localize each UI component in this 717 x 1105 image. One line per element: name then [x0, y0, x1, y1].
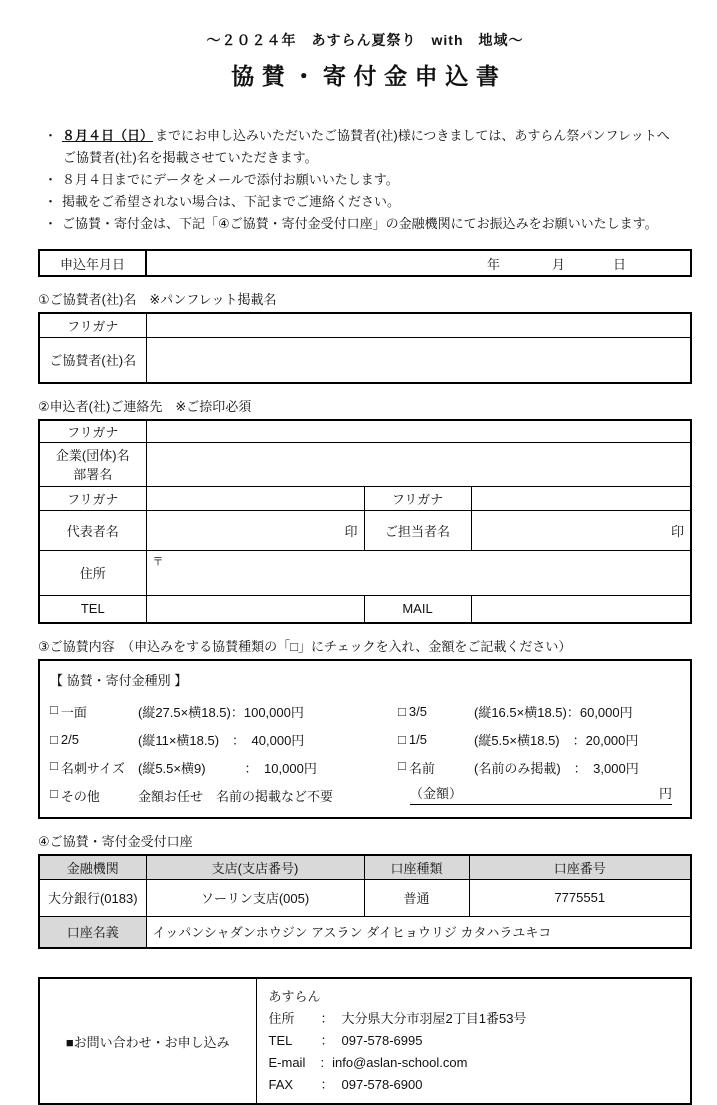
contact-value: 大分県大分市羽屋2丁目1番53号 — [341, 1011, 527, 1026]
option-label-group — [50, 702, 138, 721]
amount-blank[interactable] — [462, 784, 659, 804]
manager-label: ご担当者名 — [364, 510, 471, 550]
checkbox-icon[interactable]: □ — [398, 757, 406, 773]
sponsorship-box-title: 【 協賛・寄付金種別 】 — [50, 673, 188, 688]
page-title: 協賛・寄付金申込書 — [231, 63, 507, 89]
account-number: 7775551 — [469, 879, 691, 916]
option-label-group — [398, 704, 474, 719]
account-number-header: 口座番号 — [469, 855, 691, 879]
representative-label: 代表者名 — [39, 510, 146, 550]
furigana-label: フリガナ — [39, 486, 146, 510]
amount-field — [398, 784, 680, 807]
note-bullet: ・ — [44, 216, 58, 231]
company-name-label-line1: 企業(団体)名 — [55, 448, 130, 463]
sponsor-name-label: ご協賛者(社)名 — [39, 337, 146, 383]
note-text — [62, 125, 670, 147]
furigana-label: フリガナ — [39, 313, 146, 337]
sponsor-name-input[interactable] — [146, 337, 691, 383]
checkbox-icon[interactable]: □ — [50, 701, 58, 717]
option-label: 1/5 — [408, 731, 427, 747]
option-business-card — [50, 758, 398, 777]
note-text: ８月４日までにデータをメールで添付お願いいたします。 — [62, 172, 399, 187]
representative-input[interactable] — [146, 510, 364, 550]
application-date-input[interactable] — [146, 250, 691, 276]
sponsorship-type-box — [38, 659, 692, 819]
option-desc: (縦27.5×横18.5)：100,000円 — [138, 704, 304, 720]
mail-input[interactable] — [471, 595, 691, 623]
furigana-label: フリガナ — [364, 486, 471, 510]
note-text: 掲載をご希望されない場合は、下記までご連絡ください。 — [62, 194, 401, 209]
address-input[interactable] — [146, 550, 691, 595]
amount-unit: 円 — [658, 785, 672, 801]
amount-label: （金額） — [410, 785, 463, 801]
option-desc: (縦11×横18.5) ： 40,000円 — [138, 732, 305, 748]
contact-key: TEL — [268, 1033, 293, 1048]
company-furigana-input[interactable] — [146, 420, 691, 442]
account-holder-label: 口座名義 — [39, 916, 146, 948]
company-name-label — [39, 442, 146, 486]
applicant-contact-table — [38, 419, 692, 624]
notes-list — [38, 125, 692, 235]
note-item-1 — [44, 125, 692, 147]
mail-label: MAIL — [364, 595, 471, 623]
manager-input[interactable] — [471, 510, 691, 550]
deadline-emphasis: ８月４日（日） — [62, 128, 154, 143]
tel-input[interactable] — [146, 595, 364, 623]
option-label: 名刺サイズ — [60, 760, 125, 776]
option-row — [50, 753, 680, 781]
option-1-5 — [398, 730, 680, 749]
option-label: 2/5 — [60, 731, 79, 747]
contact-label: ■お問い合わせ・お申し込み — [39, 978, 256, 1104]
application-date-label: 申込年月日 — [39, 250, 146, 276]
contact-separator: ： — [320, 1077, 334, 1092]
contact-box — [38, 977, 692, 1105]
application-date-table — [38, 249, 692, 277]
note-bullet: ・ — [44, 172, 58, 187]
contact-value: 097-578-6900 — [341, 1077, 423, 1092]
address-label: 住所 — [39, 550, 146, 595]
option-3-5 — [398, 702, 680, 721]
option-label: その他 — [60, 788, 100, 804]
checkbox-icon[interactable]: □ — [50, 785, 58, 801]
option-label-group — [50, 786, 138, 805]
option-other — [50, 786, 398, 805]
option-label-group — [398, 758, 474, 777]
company-name-input[interactable] — [146, 442, 691, 486]
contact-key: FAX — [268, 1077, 294, 1092]
year-label: 年 — [486, 256, 500, 272]
event-subtitle: ～２０２４年 あすらん夏祭り with 地域～ — [206, 32, 524, 48]
contact-separator: ： — [320, 1033, 334, 1048]
note-text-rest: までにお申し込みいただいたご協賛者(社)様につきましては、あすらん祭パンフレットへ — [155, 128, 670, 143]
checkbox-icon[interactable]: □ — [50, 731, 58, 747]
option-desc: (縦5.5×横9) ： 10,000円 — [138, 760, 317, 776]
amount-input-line[interactable] — [410, 784, 672, 805]
postal-mark: 〒 — [152, 555, 164, 568]
section3-heading: ③ご協賛内容 （申込みをする協賛種類の「□」にチェックを入れ、金額をご記載ください） — [38, 639, 572, 654]
option-label: 一面 — [60, 704, 87, 720]
option-row — [50, 781, 680, 809]
note-bullet: ・ — [44, 128, 58, 143]
option-label: 名前 — [408, 760, 435, 776]
contact-email-line — [269, 1052, 685, 1074]
month-label: 月 — [551, 256, 565, 272]
option-label: 3/5 — [408, 703, 427, 719]
option-desc: (名前のみ掲載) ： 3,000円 — [474, 760, 639, 776]
note-bullet: ・ — [44, 194, 58, 209]
checkbox-icon[interactable]: □ — [398, 731, 406, 747]
sponsor-furigana-input[interactable] — [146, 313, 691, 337]
contact-key: E-mail — [268, 1055, 306, 1070]
contact-value: info@aslan-school.com — [332, 1055, 468, 1070]
note-item-2 — [44, 169, 692, 191]
section2-heading: ②申込者(社)ご連絡先 ※ご捺印必須 — [38, 399, 252, 414]
representative-furigana-input[interactable] — [146, 486, 364, 510]
option-row — [50, 725, 680, 753]
contact-details — [256, 978, 691, 1104]
contact-org: あすらん — [268, 989, 321, 1004]
sponsor-name-table — [38, 312, 692, 384]
seal-mark: 印 — [670, 523, 684, 539]
tel-label: TEL — [39, 595, 146, 623]
contact-value: 097-578-6995 — [341, 1033, 423, 1048]
bank-header: 金融機関 — [39, 855, 146, 879]
company-name-label-line2: 部署名 — [73, 467, 113, 482]
contact-fax-line — [269, 1074, 685, 1096]
contact-separator: ： — [320, 1011, 334, 1026]
option-desc: (縦16.5×横18.5)：60,000円 — [474, 704, 633, 720]
note-item-4 — [44, 213, 692, 235]
option-desc: (縦5.5×横18.5) ：20,000円 — [474, 732, 639, 748]
option-2-5 — [50, 730, 398, 749]
branch-header: 支店(支店番号) — [146, 855, 364, 879]
note-item-3 — [44, 191, 692, 213]
option-full-page — [50, 702, 398, 721]
note-item-1-continuation: ご協賛者(社)名を掲載させていただきます。 — [63, 150, 318, 165]
note-text: ご協賛・寄付金は、下記「④ご協賛・寄付金受付口座」の金融機関にてお振込みをお願いいたします。 — [62, 216, 658, 231]
day-label: 日 — [612, 256, 626, 272]
option-row — [50, 697, 680, 725]
bank-name: 大分銀行(0183) — [39, 879, 146, 916]
option-label-group — [50, 758, 138, 777]
option-label-group — [398, 732, 474, 747]
account-type: 普通 — [364, 879, 469, 916]
bank-account-table — [38, 854, 692, 949]
option-name-only — [398, 758, 680, 777]
account-type-header: 口座種類 — [364, 855, 469, 879]
checkbox-icon[interactable]: □ — [50, 757, 58, 773]
account-holder-value: イッパンシャダンホウジン アスラン ダイヒョウリジ カタハラユキコ — [146, 916, 691, 948]
contact-key: 住所 — [268, 1011, 295, 1026]
section1-heading: ①ご協賛者(社)名 ※パンフレット掲載名 — [38, 292, 277, 307]
furigana-label: フリガナ — [39, 420, 146, 442]
option-label-group — [50, 732, 138, 747]
section4-heading: ④ご協賛・寄付金受付口座 — [38, 834, 193, 849]
date-units — [153, 254, 684, 273]
contact-separator: : — [320, 1055, 325, 1070]
contact-address-line — [269, 1008, 685, 1030]
contact-tel-line — [269, 1030, 685, 1052]
seal-mark: 印 — [344, 523, 358, 539]
branch-name: ソーリン支店(005) — [146, 879, 364, 916]
manager-furigana-input[interactable] — [471, 486, 691, 510]
option-desc: 金額お任せ 名前の掲載など不要 — [138, 788, 334, 804]
checkbox-icon[interactable]: □ — [398, 703, 406, 719]
